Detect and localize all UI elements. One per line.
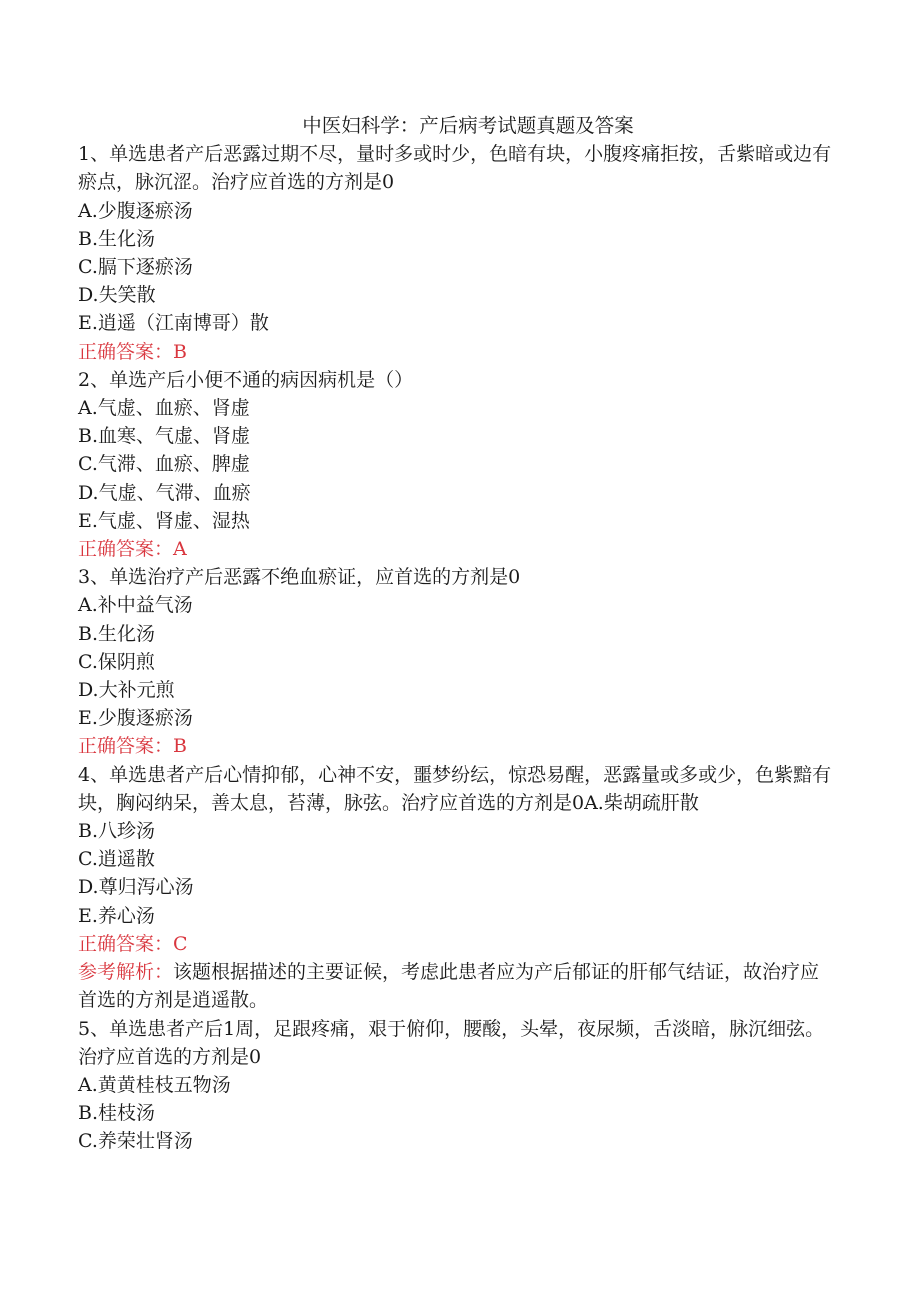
option-c: C.逍遥散 (78, 848, 155, 871)
question-stem: 4、单选患者产后心情抑郁，心神不安，噩梦纷纭，惊恐易醒，恶露量或多或少，色紫黯有块，胸闷纳呆，善太息，苔薄，脉弦。治疗应首选的方剂是0A.柴胡疏肝散 (78, 763, 832, 814)
option-a: A.黄黄桂枝五物汤 (78, 1073, 231, 1096)
option-c: C.保阴煎 (78, 650, 155, 673)
document-content (78, 112, 838, 1156)
option-d: D.大补元煎 (78, 679, 175, 702)
answer-line (78, 732, 838, 760)
analysis-text: 该题根据描述的主要证候，考虑此患者应为产后郁证的肝郁气结证，故治疗应首选的方剂是逍遥散。 (78, 961, 820, 1012)
answer-value: B (173, 340, 187, 363)
option-e: E.气虚、肾虚、湿热 (78, 509, 250, 532)
question-3 (78, 563, 838, 760)
option-a: A.气虚、血瘀、肾虚 (78, 397, 250, 420)
option-a: A.补中益气汤 (78, 594, 193, 617)
question-stem: 2、单选产后小便不通的病因病机是（） (78, 368, 414, 391)
option-d: D.气虚、气滞、血瘀 (78, 481, 251, 504)
page-title: 中医妇科学：产后病考试题真题及答案 (302, 114, 634, 137)
question-stem: 1、单选患者产后恶露过期不尽，量时多或时少，色暗有块，小腹疼痛拒按，舌紫暗或边有瘀点，脉沉涩。治疗应首选的方剂是0 (78, 143, 832, 194)
option-a: A.少腹逐瘀汤 (78, 199, 193, 222)
question-5 (78, 1015, 838, 1156)
option-c: C.养荣壮肾汤 (78, 1130, 193, 1153)
answer-line (78, 930, 838, 958)
answer-label: 正确答案： (78, 538, 174, 561)
option-b: B.生化汤 (78, 622, 156, 645)
option-d: D.失笑散 (78, 284, 156, 307)
option-b: B.血寒、气虚、肾虚 (78, 425, 251, 448)
analysis-line (78, 958, 838, 1014)
answer-label: 正确答案： (78, 735, 174, 758)
answer-line (78, 338, 838, 366)
option-b: B.桂枝汤 (78, 1102, 156, 1125)
question-stem: 5、单选患者产后1周，足跟疼痛，艰于俯仰，腰酸，头晕，夜尿频，舌淡暗，脉沉细弦。治疗应首选的方剂是0 (78, 1017, 825, 1068)
question-2 (78, 366, 838, 563)
analysis-label: 参考解析： (78, 961, 174, 984)
option-e: E.逍遥（江南博哥）散 (78, 312, 269, 335)
question-1 (78, 140, 838, 366)
answer-label: 正确答案： (78, 932, 174, 955)
option-b: B.八珍汤 (78, 820, 156, 843)
answer-label: 正确答案： (78, 340, 174, 363)
answer-value: C (173, 932, 188, 955)
answer-value: A (173, 538, 187, 561)
option-b: B.生化汤 (78, 227, 156, 250)
question-stem: 3、单选治疗产后恶露不绝血瘀证，应首选的方剂是0 (78, 566, 521, 589)
answer-line (78, 535, 838, 563)
option-e: E.养心汤 (78, 904, 155, 927)
option-c: C.膈下逐瘀汤 (78, 256, 193, 279)
answer-value: B (173, 735, 187, 758)
option-c: C.气滞、血瘀、脾虚 (78, 453, 250, 476)
question-4 (78, 761, 838, 1015)
option-d: D.尊归泻心汤 (78, 876, 194, 899)
option-e: E.少腹逐瘀汤 (78, 707, 193, 730)
